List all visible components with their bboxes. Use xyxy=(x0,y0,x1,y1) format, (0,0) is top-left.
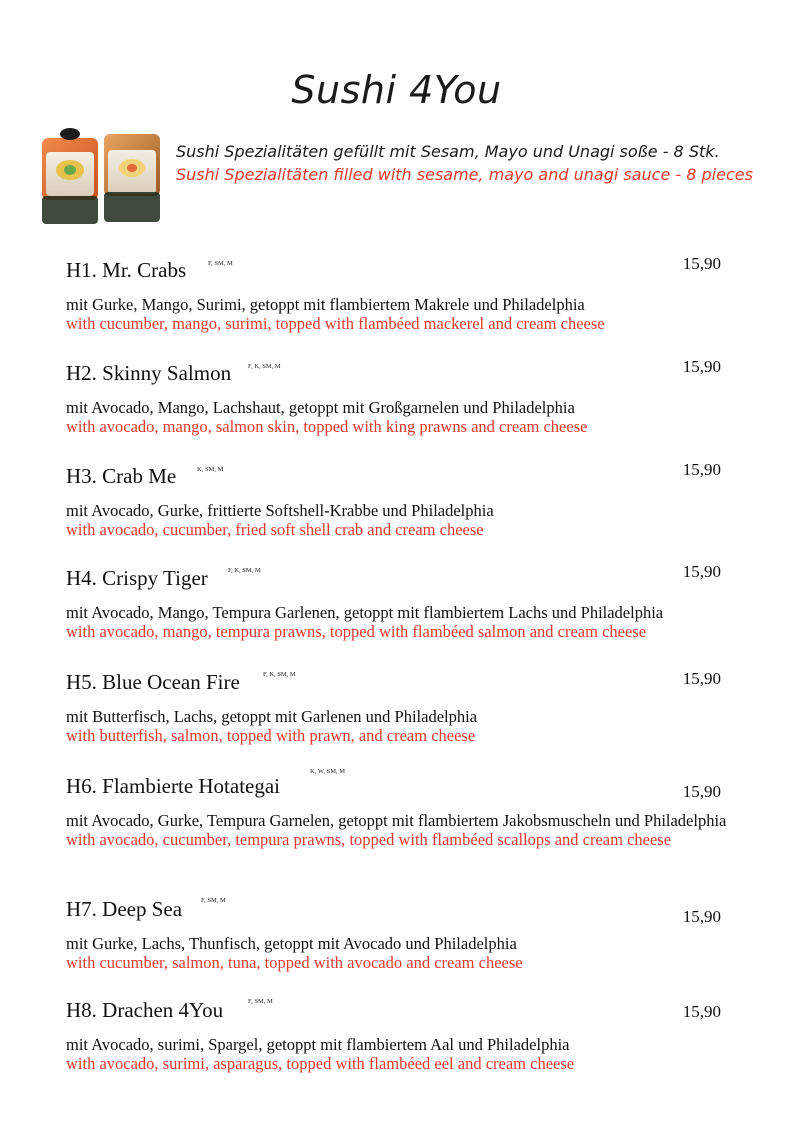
item-description-german: mit Avocado, Gurke, Tempura Garnelen, getoppt mit flambiertem Jakobsmuscheln und Philadelphia xyxy=(66,811,727,830)
item-description-german: mit Avocado, Mango, Lachshaut, getoppt mit Großgarnelen und Philadelphia xyxy=(66,398,575,417)
item-description-german: mit Gurke, Lachs, Thunfisch, getoppt mit Avocado und Philadelphia xyxy=(66,934,517,953)
item-price: 15,90 xyxy=(682,460,721,479)
item-price: 15,90 xyxy=(682,907,721,926)
item-description-german: mit Butterfisch, Lachs, getoppt mit Garlenen und Philadelphia xyxy=(66,707,478,726)
item-name: H2. Skinny Salmon xyxy=(66,361,232,385)
allergen-codes: F, K, SM, M xyxy=(248,363,281,370)
item-description-english: with avocado, surimi, asparagus, topped with flambéed eel and cream cheese xyxy=(66,1054,575,1073)
menu-item xyxy=(66,998,766,1073)
allergen-codes: F, SM, M xyxy=(201,897,226,904)
intro-english: Sushi Spezialitäten filled with sesame, mayo and unagi sauce - 8 pieces xyxy=(176,165,753,184)
item-name: H7. Deep Sea xyxy=(66,897,183,921)
item-name: H8. Drachen 4You xyxy=(66,998,224,1022)
item-price: 15,90 xyxy=(682,1002,721,1021)
item-description-english: with avocado, cucumber, tempura prawns, topped with flambéed scallops and cream cheese xyxy=(66,830,672,849)
menu-item xyxy=(66,254,766,333)
item-price: 15,90 xyxy=(682,562,721,581)
item-description-german: mit Avocado, surimi, Spargel, getoppt mit flambiertem Aal und Philadelphia xyxy=(66,1035,570,1054)
menu-item xyxy=(66,562,766,641)
intro-german: Sushi Spezialitäten gefüllt mit Sesam, Mayo und Unagi soße - 8 Stk. xyxy=(176,142,720,161)
menu-item xyxy=(66,768,766,849)
item-description-english: with avocado, cucumber, fried soft shell crab and cream cheese xyxy=(66,520,484,539)
item-name: H6. Flambierte Hotategai xyxy=(66,774,281,798)
item-description-german: mit Avocado, Gurke, frittierte Softshell-Krabbe und Philadelphia xyxy=(66,501,494,520)
allergen-codes: K, W, SM, M xyxy=(310,768,346,775)
menu-item xyxy=(66,460,766,539)
item-description-german: mit Avocado, Mango, Tempura Garlenen, getoppt mit flambiertem Lachs und Philadelphia xyxy=(66,603,664,622)
menu-item xyxy=(66,670,766,745)
page-title: Sushi 4You xyxy=(291,68,502,112)
item-name: H4. Crispy Tiger xyxy=(66,566,208,590)
item-name: H3. Crab Me xyxy=(66,464,177,488)
item-name: H1. Mr. Crabs xyxy=(66,258,187,282)
item-description-english: with avocado, mango, salmon skin, topped with king prawns and cream cheese xyxy=(66,417,588,436)
item-name: H5. Blue Ocean Fire xyxy=(66,670,240,694)
allergen-codes: F, SM, M xyxy=(248,998,273,1005)
allergen-codes: F, SM, M xyxy=(208,260,233,267)
allergen-codes: K, SM, M xyxy=(197,466,224,473)
item-price: 15,90 xyxy=(682,357,721,376)
allergen-codes: F, K, SM, M xyxy=(263,671,296,678)
item-price: 15,90 xyxy=(682,254,721,273)
item-description-english: with avocado, mango, tempura prawns, topped with flambéed salmon and cream cheese xyxy=(66,622,647,641)
item-description-english: with cucumber, mango, surimi, topped with flambéed mackerel and cream cheese xyxy=(66,314,605,333)
menu-item xyxy=(66,897,766,972)
intro-text xyxy=(176,140,753,186)
item-description-german: mit Gurke, Mango, Surimi, getoppt mit flambiertem Makrele und Philadelphia xyxy=(66,295,585,314)
item-description-english: with cucumber, salmon, tuna, topped with avocado and cream cheese xyxy=(66,953,523,972)
item-description-english: with butterfish, salmon, topped with prawn, and cream cheese xyxy=(66,726,476,745)
menu-item xyxy=(66,357,766,436)
sushi-roll-image xyxy=(40,124,164,228)
item-price: 15,90 xyxy=(682,669,721,688)
item-price: 15,90 xyxy=(682,782,721,801)
allergen-codes: F, K, SM, M xyxy=(228,567,261,574)
